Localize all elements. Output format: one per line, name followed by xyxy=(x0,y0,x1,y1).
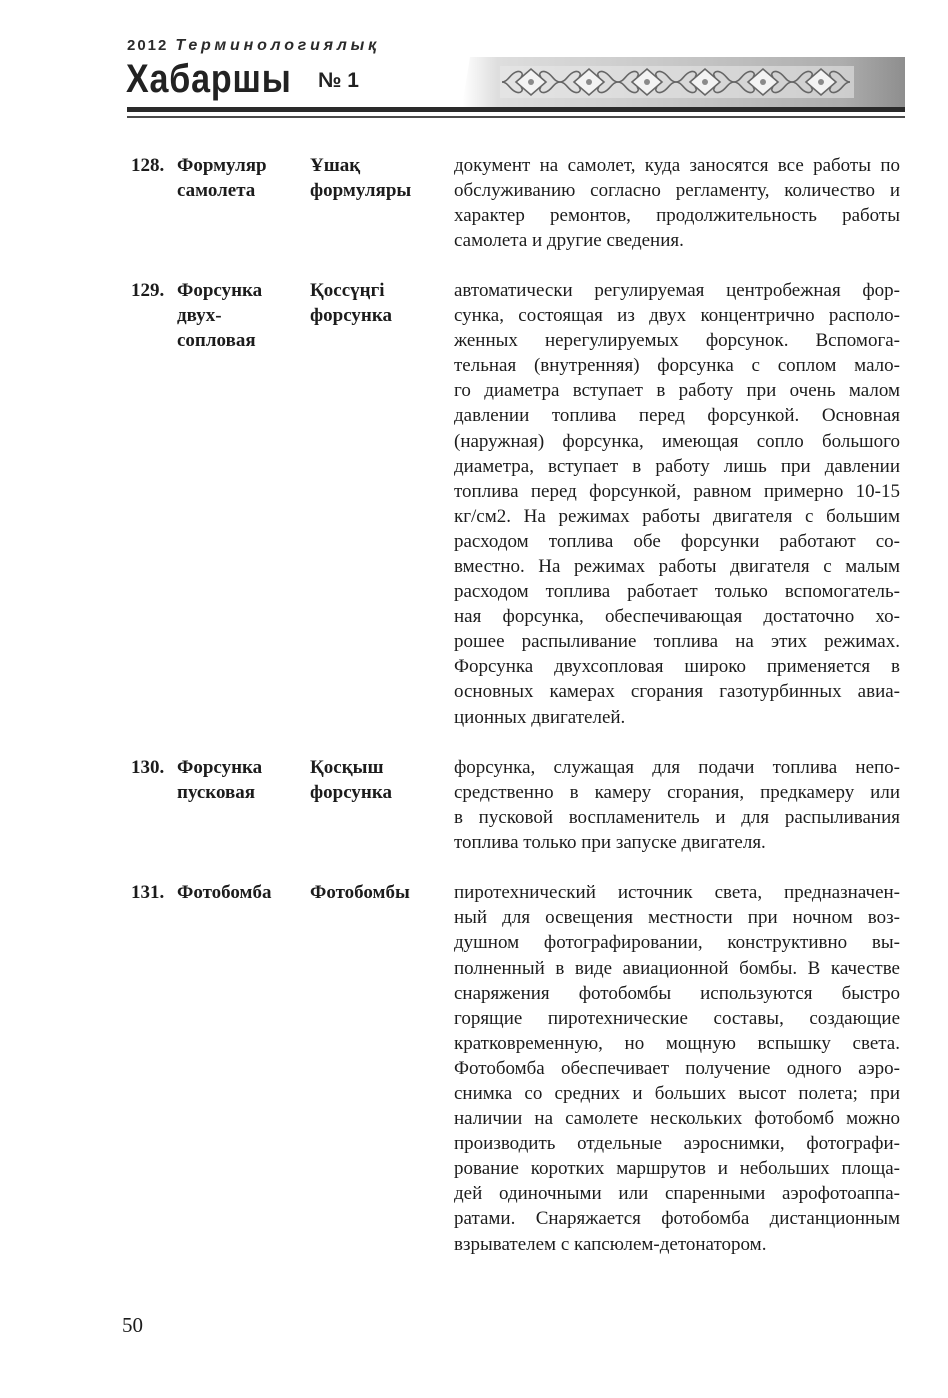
term-russian xyxy=(177,153,310,253)
entry-130 xyxy=(131,755,948,855)
definition-line: сунка, состоящая из двух концентрично располо- xyxy=(454,305,900,327)
kazakh-line: форсунка xyxy=(310,781,393,803)
definition-line: топлива только при запуске двигателя. xyxy=(454,832,766,854)
term-russian xyxy=(177,278,310,730)
definition-line: снимка со средних и больших высот полета; при xyxy=(454,1082,900,1104)
definition xyxy=(454,880,900,1256)
definition-line: самолета и другие сведения. xyxy=(454,229,684,251)
term-kazakh xyxy=(310,880,454,1256)
definition-line: характер ремонтов, продолжительность работы xyxy=(454,204,900,226)
header-series: Терминологиялық xyxy=(175,37,381,54)
definition-line: производить отдельные аэроснимки, фотографи- xyxy=(454,1133,900,1155)
definition-line: наличии на самолете нескольких фотобомб можно xyxy=(454,1108,900,1130)
term-line: сопловая xyxy=(177,330,256,352)
definition-line: го диаметра вступает в работу при очень малом xyxy=(454,380,900,402)
definition-line: обслуживанию согласно регламенту, количество и xyxy=(454,179,900,201)
kazakh-line: Фотобомбы xyxy=(310,882,410,904)
definition-line: форсунка, служащая для подачи топлива непо- xyxy=(454,756,900,778)
term-line: Форсунка xyxy=(177,279,263,301)
kazakh-line: формуляры xyxy=(310,179,412,201)
header-rule-thick xyxy=(127,107,905,112)
definition-line: расходом топлива обе форсунки работают со- xyxy=(454,530,900,552)
term-line: Формуляр xyxy=(177,154,267,176)
definition-line: автоматически регулируемая центробежная фор- xyxy=(454,279,900,301)
term-line: двух- xyxy=(177,305,222,327)
definition xyxy=(454,755,900,855)
definition-line: документ на самолет, куда заносятся все работы по xyxy=(454,154,900,176)
definition-line: в пусковой воспламенитель и для распыливания xyxy=(454,806,900,828)
term-russian xyxy=(177,755,310,855)
definition-line: Форсунка двухсопловая широко применяется в xyxy=(454,656,900,678)
entry-number: 129. xyxy=(131,279,165,301)
entry-128 xyxy=(131,153,948,253)
term-line: Фотобомба xyxy=(177,882,272,904)
definition xyxy=(454,278,900,730)
kazakh-line: форсунка xyxy=(310,305,393,327)
definition-line: ный для освещения местности при ночном воз- xyxy=(454,907,900,929)
page-number: 50 xyxy=(122,1313,143,1337)
entry-number: 131. xyxy=(131,882,165,904)
definition-line: Фотобомба обеспечивает получение одного аэро- xyxy=(454,1057,900,1079)
definition-line: рошее распыливание топлива на этих режимах. xyxy=(454,631,900,653)
entry-number: 128. xyxy=(131,154,165,176)
definition-line: ная форсунка, обеспечивающая достаточно хо- xyxy=(454,606,900,628)
definition-line: взрывателем с капсюлем-детонатором. xyxy=(454,1233,767,1255)
definition-line: вместно. На режимах работы двигателя с малым xyxy=(454,556,900,577)
term-kazakh xyxy=(310,278,454,730)
definition-line: средственно в камеру сгорания, предкамеру или xyxy=(454,781,900,803)
kazakh-line: Қосқыш xyxy=(310,756,384,778)
header-line xyxy=(127,35,380,57)
entry-number: 130. xyxy=(131,756,165,778)
definition-line: расходом топлива работает только вспомогатель- xyxy=(454,581,900,603)
definition-line: кратковременную, но мощную вспышку света. xyxy=(454,1032,900,1054)
header-ornament xyxy=(462,57,905,107)
journal-title: Хабаршы xyxy=(126,57,292,101)
definition-line: дей одиночными или спаренными аэрофотоаппа- xyxy=(454,1183,900,1205)
definition xyxy=(454,153,900,253)
definition-line: (наружная) форсунка, имеющая сопло большого xyxy=(454,430,900,452)
definition-line: полненный в виде авиационной бомбы. В качестве xyxy=(454,957,900,979)
term-kazakh xyxy=(310,153,454,253)
definition-line: основных камерах сгорания газотурбинных авиа- xyxy=(454,681,900,703)
glossary-entries xyxy=(0,153,948,1282)
definition-line: ционных двигателей. xyxy=(454,706,626,728)
kazakh-line: Қоссүңгі xyxy=(310,279,385,301)
entry-131 xyxy=(131,880,948,1256)
header-rule-thin xyxy=(127,116,905,118)
definition-line: горящие пиротехнические составы, создающие xyxy=(454,1007,900,1029)
definition-line: диаметра, вступает в работу лишь при давлении xyxy=(454,455,900,477)
kazakh-line: Ұшақ xyxy=(310,154,361,176)
definition-line: давлении топлива перед форсункой. Основная xyxy=(454,405,900,427)
definition-line: ратами. Снаряжается фотобомба дистанционным xyxy=(454,1208,900,1230)
term-line: пусковая xyxy=(177,781,256,803)
term-kazakh xyxy=(310,755,454,855)
definition-line: рование коротких маршрутов и небольших площа- xyxy=(454,1158,900,1180)
definition-line: кг/см2. На режимах работы двигателя с большим xyxy=(454,505,900,527)
definition-line: тельная (внутренняя) форсунка с соплом мало- xyxy=(454,355,900,377)
term-line: самолета xyxy=(177,179,256,201)
header-year: 2012 xyxy=(127,37,169,54)
definition-line: снаряжения фотобомбы используются быстро xyxy=(454,982,900,1004)
term-line: Форсунка xyxy=(177,756,263,778)
definition-line: пиротехнический источник света, предназначен- xyxy=(454,882,900,904)
entry-129 xyxy=(131,278,948,730)
term-russian xyxy=(177,880,310,1256)
issue-number: № 1 xyxy=(318,69,359,92)
definition-line: женных нерегулируемых форсунок. Вспомога- xyxy=(454,330,900,352)
definition-line: душном фотографировании, конструктивно вы- xyxy=(454,932,900,954)
definition-line: топлива перед форсункой, равном примерно 10-15 xyxy=(454,480,900,502)
